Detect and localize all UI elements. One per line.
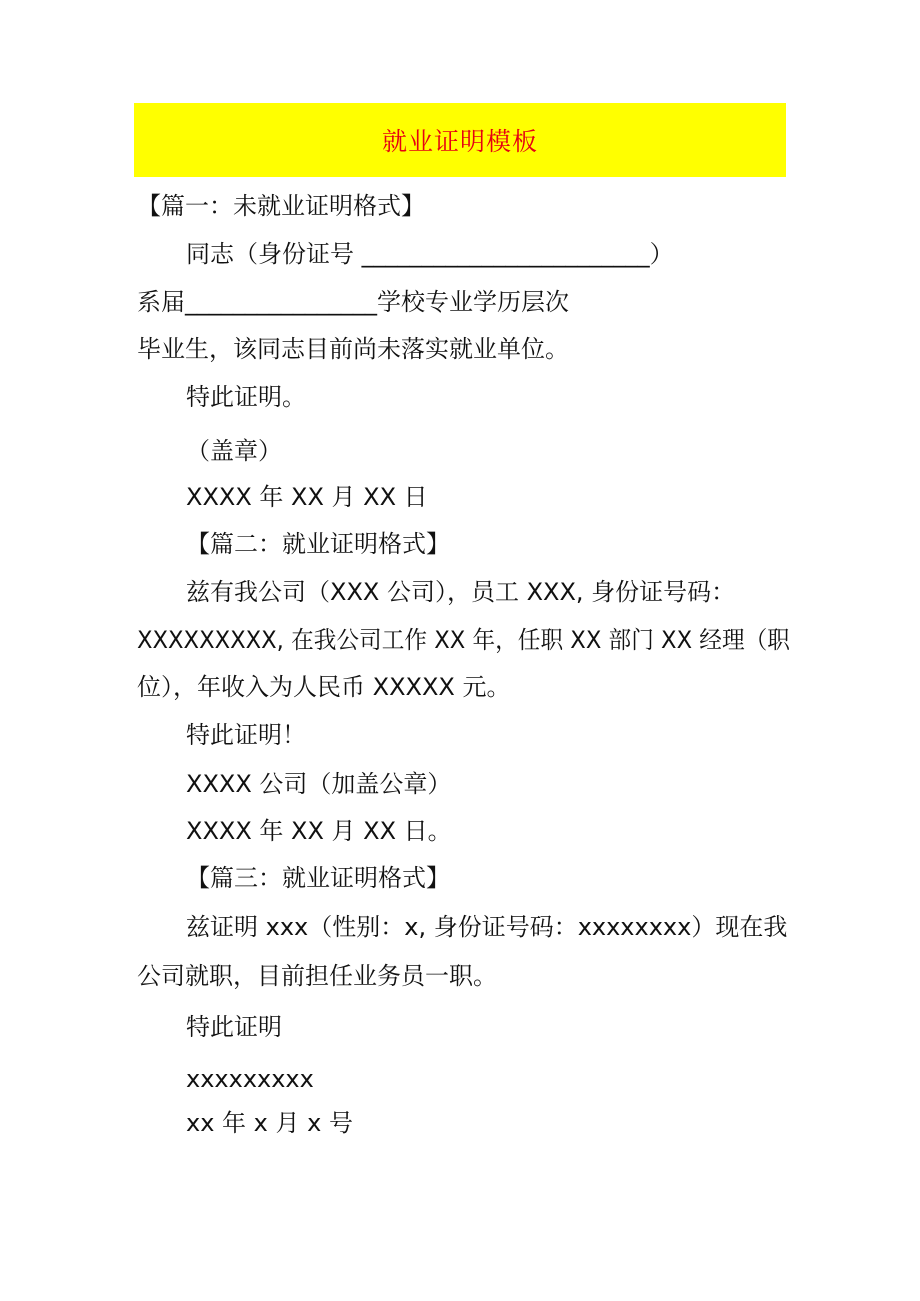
section2-company: XXXX 公司（加盖公章）	[186, 770, 452, 798]
section3-signature: xxxxxxxxx	[186, 1065, 314, 1093]
section3-line1: 兹证明 xxx（性别：x, 身份证号码：xxxxxxxx）现在我	[186, 913, 788, 941]
section1-seal: （盖章）	[186, 437, 282, 465]
section3-line2: 公司就职，目前担任业务员一职。	[137, 962, 497, 990]
section2-line4: 特此证明！	[186, 721, 306, 749]
section1-line2: 系届________________学校专业学历层次	[137, 288, 569, 316]
section3-line3: 特此证明	[186, 1013, 282, 1041]
section1-line4: 特此证明。	[186, 383, 306, 411]
document-title: 就业证明模板	[381, 127, 538, 156]
section1-date: XXXX 年 XX 月 XX 日	[186, 483, 428, 511]
section3-date: xx 年 x 月 x 号	[186, 1109, 353, 1137]
section2-date: XXXX 年 XX 月 XX 日。	[186, 817, 452, 845]
section1-line1: 同志（身份证号 ________________________）	[186, 240, 674, 268]
section3-heading: 【篇三：就业证明格式】	[186, 864, 450, 892]
section2-line2: XXXXXXXXX, 在我公司工作 XX 年，任职 XX 部门 XX 经理（职	[137, 626, 790, 654]
section2-heading: 【篇二：就业证明格式】	[186, 530, 450, 558]
section2-line3: 位），年收入为人民币 XXXXX 元。	[137, 673, 511, 701]
section1-heading: 【篇一：未就业证明格式】	[137, 192, 425, 220]
section1-line3: 毕业生，该同志目前尚未落实就业单位。	[137, 335, 569, 363]
title-band	[134, 103, 786, 177]
section2-line1: 兹有我公司（XXX 公司），员工 XXX, 身份证号码：	[186, 578, 736, 606]
